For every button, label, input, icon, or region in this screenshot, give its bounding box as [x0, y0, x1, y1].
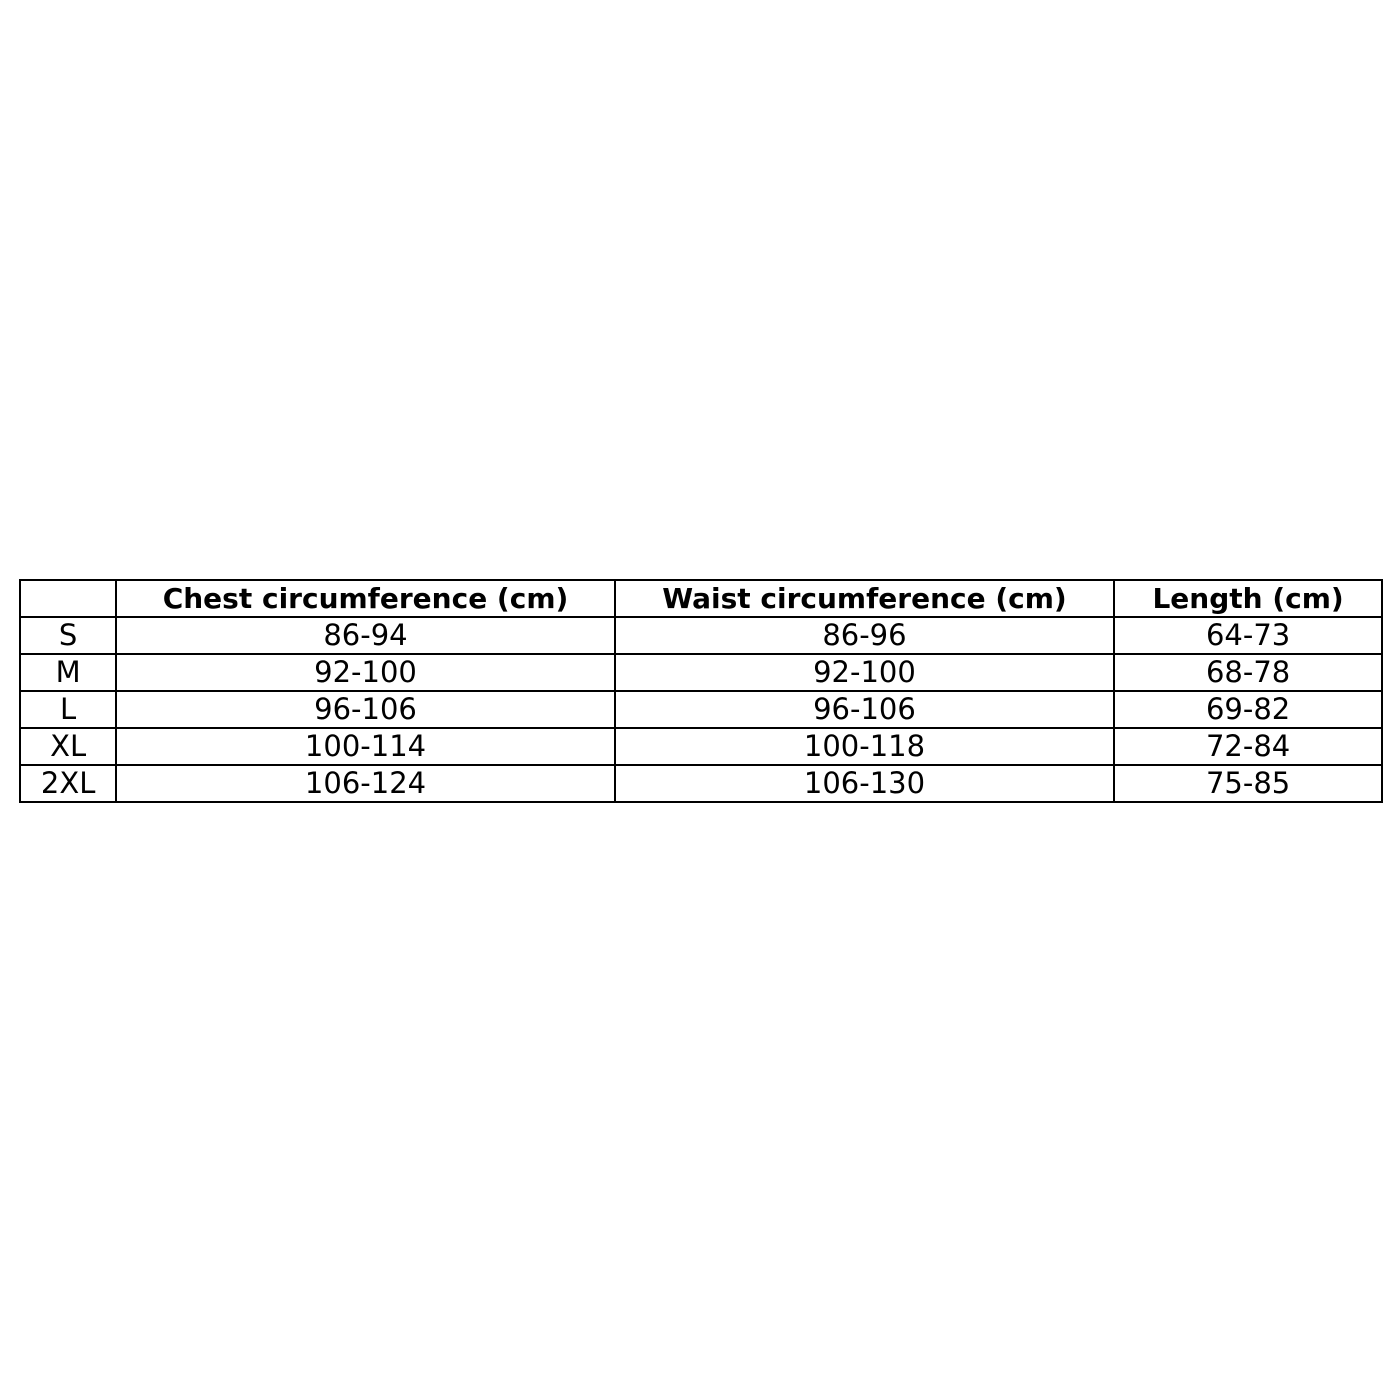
length-cell: 72-84: [1114, 728, 1382, 765]
table-row: [20, 765, 1382, 802]
chest-cell: 106-124: [116, 765, 614, 802]
size-cell: XL: [20, 728, 116, 765]
chest-cell: 100-114: [116, 728, 614, 765]
header-size: [20, 580, 116, 617]
waist-cell: 106-130: [615, 765, 1114, 802]
header-row: [20, 580, 1382, 617]
waist-cell: 92-100: [615, 654, 1114, 691]
size-cell: S: [20, 617, 116, 654]
length-cell: 75-85: [1114, 765, 1382, 802]
table-row: [20, 617, 1382, 654]
header-length: Length (cm): [1114, 580, 1382, 617]
length-cell: 64-73: [1114, 617, 1382, 654]
waist-cell: 96-106: [615, 691, 1114, 728]
size-chart-table: [19, 579, 1383, 803]
table-row: [20, 691, 1382, 728]
table-row: [20, 654, 1382, 691]
length-cell: 68-78: [1114, 654, 1382, 691]
waist-cell: 86-96: [615, 617, 1114, 654]
size-cell: 2XL: [20, 765, 116, 802]
header-chest: Chest circumference (cm): [116, 580, 614, 617]
table-row: [20, 728, 1382, 765]
length-cell: 69-82: [1114, 691, 1382, 728]
size-cell: L: [20, 691, 116, 728]
size-cell: M: [20, 654, 116, 691]
waist-cell: 100-118: [615, 728, 1114, 765]
chest-cell: 96-106: [116, 691, 614, 728]
chest-cell: 86-94: [116, 617, 614, 654]
chest-cell: 92-100: [116, 654, 614, 691]
header-waist: Waist circumference (cm): [615, 580, 1114, 617]
